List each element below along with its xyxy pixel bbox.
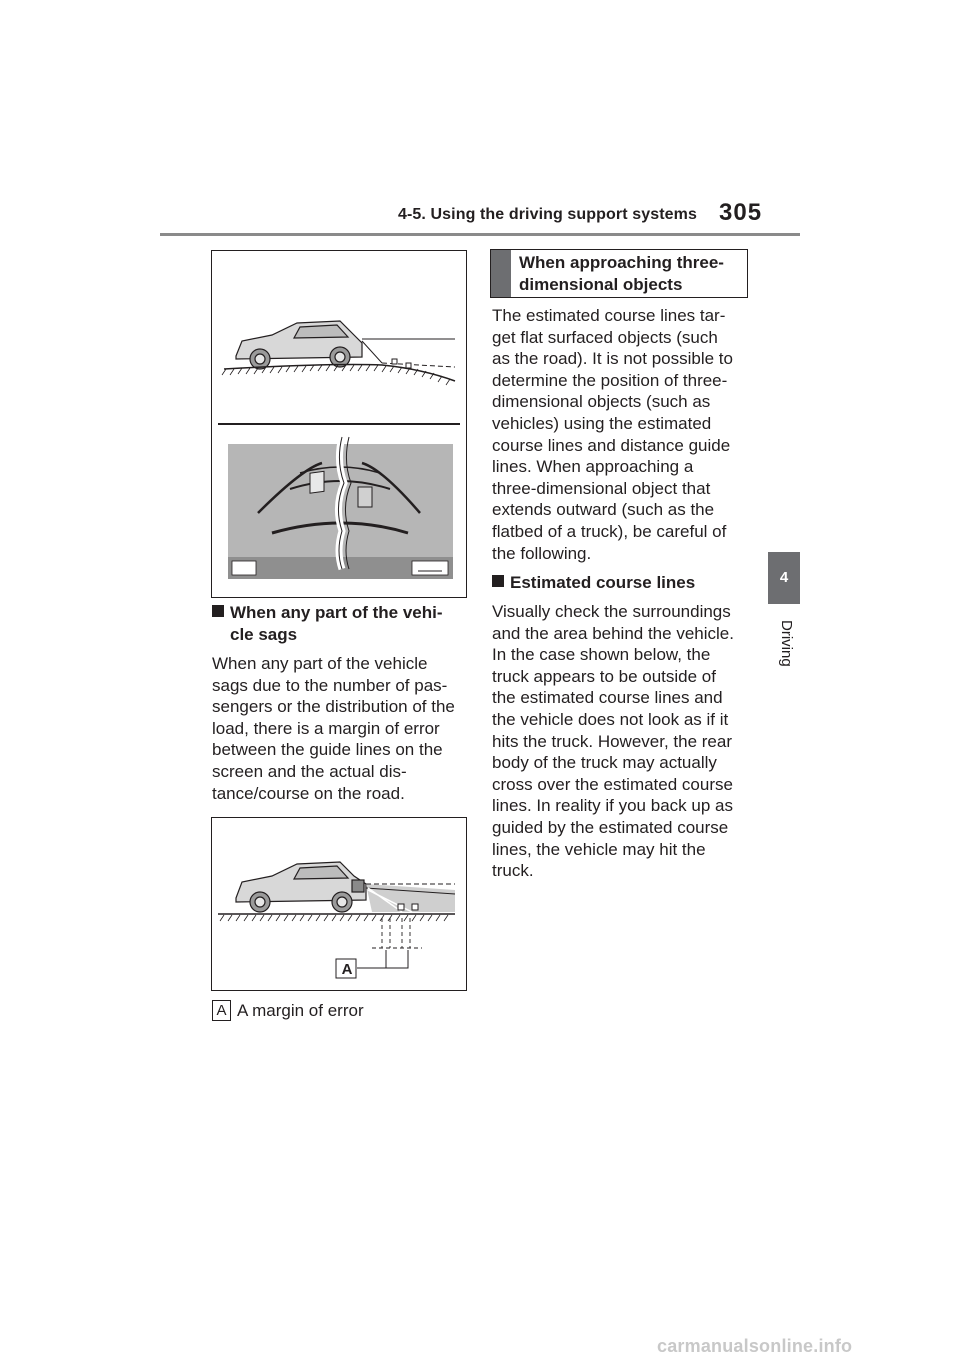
- legend-text: A margin of error: [237, 1001, 364, 1020]
- margin-of-error-illustration: [211, 817, 467, 991]
- chapter-label: Driving: [778, 620, 795, 667]
- legend-key: A: [212, 1000, 231, 1021]
- heading-square-icon: [492, 575, 504, 587]
- sag-illustration-drawing: [212, 251, 466, 597]
- page-number: 305: [719, 199, 763, 226]
- callout-heading: When approaching three- dimensional objects: [519, 253, 724, 294]
- suv-side-view: [236, 321, 362, 369]
- three-dimensional-paragraph: The estimated course lines tar- get flat surfaced objects (such as the road). It is not possible to determine the position of three- dimensional objects (such as vehicles) using the estimated course lines and distance guide lines. When approaching a three-dimensional object that extends outward (such as the flatbed of a truck), be careful of the following.: [492, 306, 733, 563]
- rear-camera-screen: [228, 437, 453, 579]
- legend: [212, 1000, 364, 1021]
- section-title: 4-5. Using the driving support systems: [398, 206, 697, 223]
- callout-box: [490, 249, 748, 298]
- callout-bar: [491, 250, 511, 297]
- suv-side-view: [236, 862, 366, 912]
- course-lines-heading: Estimated course lines: [492, 572, 695, 594]
- course-lines-paragraph: Visually check the surroundings and the area behind the vehicle. In the case shown below, the truck appears to be outside of the estimated course lines and the vehicle does not look as if it hits the truck. However, the rear body of the truck may actually cross over the estimated course lines. In reality if you back up as guided by the estimated course lines, the vehicle may hit the truck.: [492, 602, 734, 881]
- chapter-tab: 4: [768, 552, 800, 604]
- sag-heading: When any part of the vehi-: [212, 602, 443, 624]
- watermark: carmanualsonline.info: [657, 1336, 853, 1356]
- heading-square-icon: [212, 605, 224, 617]
- sag-heading-continued: cle sags: [230, 625, 298, 644]
- header-rule: [160, 233, 800, 236]
- sag-illustration: [211, 250, 467, 598]
- sag-paragraph: When any part of the vehicle sags due to the number of pas- sengers or the distribution of the load, there is a margin of error between the guide lines on the screen and the actual dis- tance/course on the road.: [212, 654, 455, 803]
- figure-label-a: A: [341, 961, 353, 978]
